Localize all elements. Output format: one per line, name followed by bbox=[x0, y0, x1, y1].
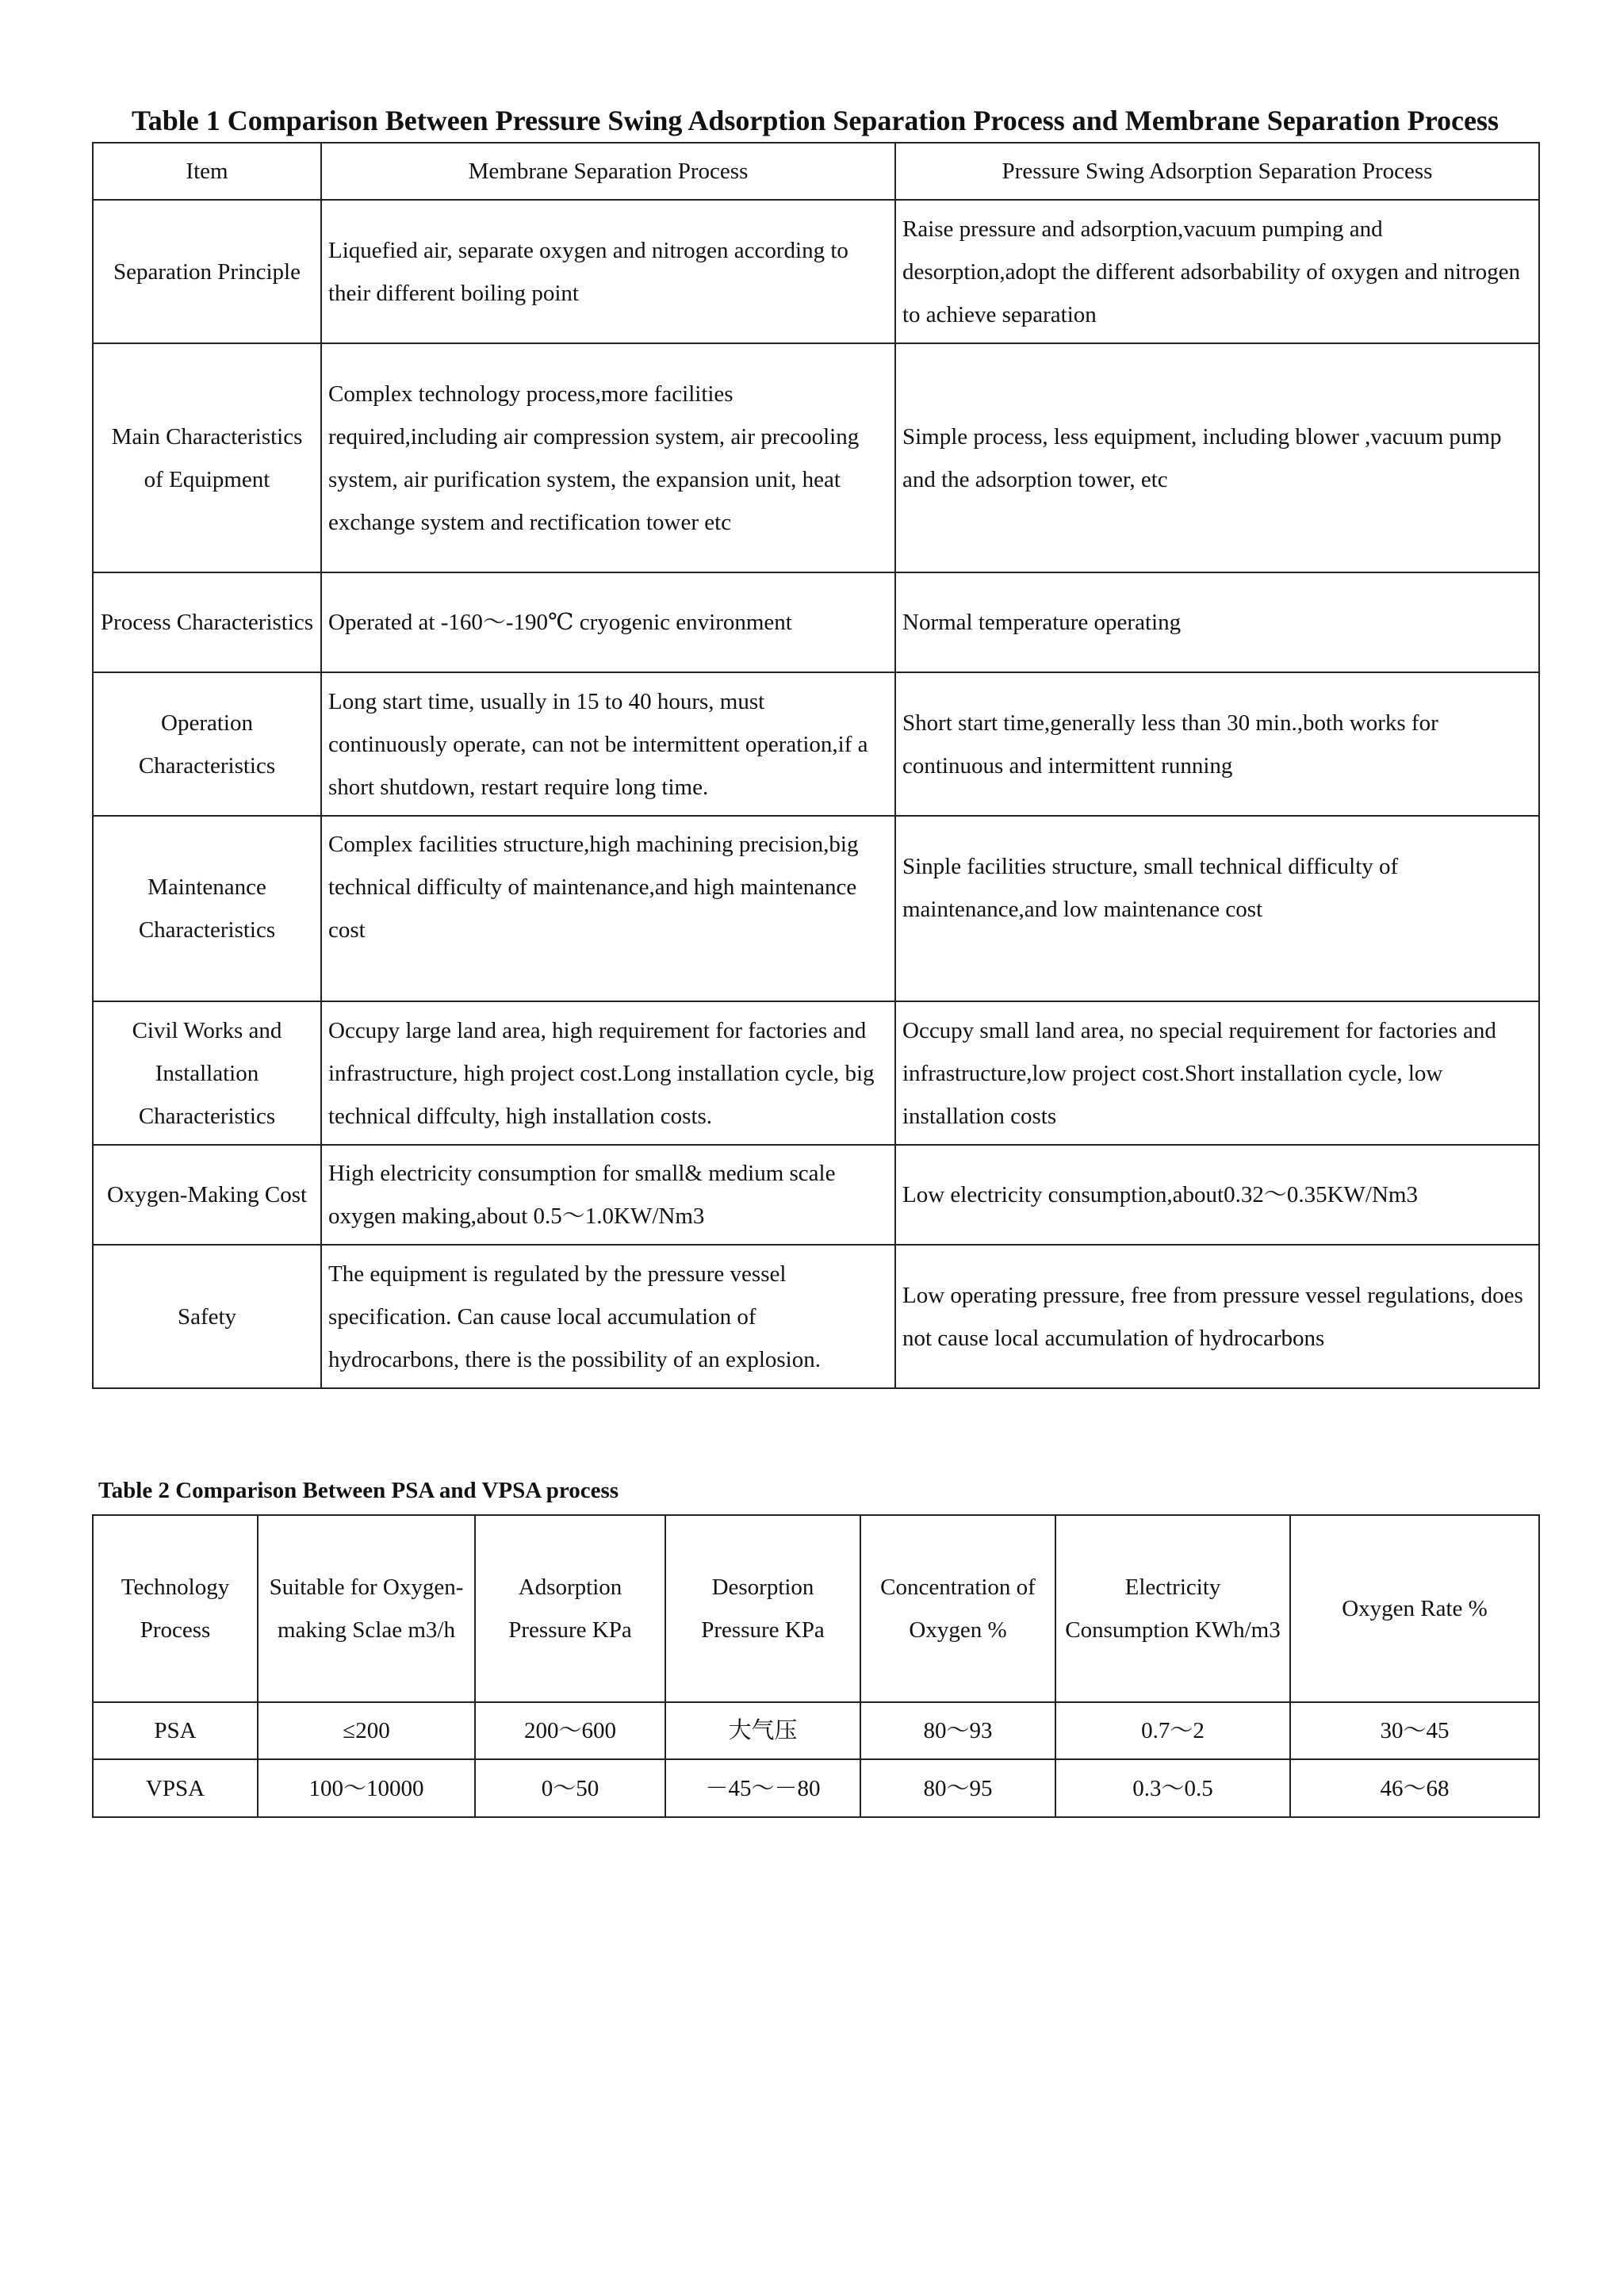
table-row bbox=[93, 1759, 1539, 1817]
header-adsorption-pressure: Adsorption Pressure KPa bbox=[475, 1515, 665, 1702]
row-item-label: Oxygen-Making Cost bbox=[93, 1145, 321, 1245]
row-item-label: Main Characteristics of Equipment bbox=[93, 343, 321, 572]
psa-cell: Low electricity consumption,about0.32～0.35KW/Nm3 bbox=[895, 1145, 1539, 1245]
table-cell: ≤200 bbox=[258, 1702, 475, 1759]
table-row bbox=[93, 200, 1539, 343]
table-row bbox=[93, 343, 1539, 572]
table-row bbox=[93, 1145, 1539, 1245]
table-cell: 46～68 bbox=[1290, 1759, 1539, 1817]
header-psa: Pressure Swing Adsorption Separation Process bbox=[895, 143, 1539, 200]
table-cell: 大气压 bbox=[665, 1702, 860, 1759]
header-membrane: Membrane Separation Process bbox=[321, 143, 895, 200]
membrane-cell: Complex facilities structure,high machining precision,big technical difficulty of maintenance,and high maintenance cost bbox=[321, 816, 895, 1001]
table-cell: 80～95 bbox=[860, 1759, 1055, 1817]
header-oxygen-rate: Oxygen Rate % bbox=[1290, 1515, 1539, 1702]
table2-title: Table 2 Comparison Between PSA and VPSA process bbox=[98, 1478, 619, 1503]
table-row bbox=[93, 572, 1539, 672]
membrane-cell: Complex technology process,more facilities required,including air compression system, air precooling system, air purification system, the expansion unit, heat exchange system and rectification tower etc bbox=[321, 343, 895, 572]
table-cell: 200～600 bbox=[475, 1702, 665, 1759]
header-oxygen-concentration: Concentration of Oxygen % bbox=[860, 1515, 1055, 1702]
table-row bbox=[93, 1702, 1539, 1759]
membrane-cell: Operated at -160～-190℃ cryogenic environment bbox=[321, 572, 895, 672]
row-item-label: Process Characteristics bbox=[93, 572, 321, 672]
row-item-label: Operation Characteristics bbox=[93, 672, 321, 816]
membrane-cell: The equipment is regulated by the pressure vessel specification. Can cause local accumulation of hydrocarbons, there is the possibility of an explosion. bbox=[321, 1245, 895, 1388]
membrane-cell: Liquefied air, separate oxygen and nitrogen according to their different boiling point bbox=[321, 200, 895, 343]
comparison-table-2 bbox=[92, 1514, 1540, 1818]
table-cell: 0～50 bbox=[475, 1759, 665, 1817]
row-item-label: Separation Principle bbox=[93, 200, 321, 343]
psa-cell: Sinple facilities structure, small technical difficulty of maintenance,and low maintenance cost bbox=[895, 816, 1539, 1001]
psa-cell: Simple process, less equipment, including blower ,vacuum pump and the adsorption tower, etc bbox=[895, 343, 1539, 572]
header-electricity-consumption: Electricity Consumption KWh/m3 bbox=[1055, 1515, 1290, 1702]
table-row bbox=[93, 816, 1539, 1001]
header-item: Item bbox=[93, 143, 321, 200]
membrane-cell: Long start time, usually in 15 to 40 hours, must continuously operate, can not be intermittent operation,if a short shutdown, restart require long time. bbox=[321, 672, 895, 816]
table2-header-row bbox=[93, 1515, 1539, 1702]
row-item-label: Maintenance Characteristics bbox=[93, 816, 321, 1001]
psa-cell: Low operating pressure, free from pressure vessel regulations, does not cause local accumulation of hydrocarbons bbox=[895, 1245, 1539, 1388]
table-cell: －45～－80 bbox=[665, 1759, 860, 1817]
header-oxygen-making-scale: Suitable for Oxygen-making Sclae m3/h bbox=[258, 1515, 475, 1702]
psa-cell: Short start time,generally less than 30 min.,both works for continuous and intermittent running bbox=[895, 672, 1539, 816]
table-row bbox=[93, 1001, 1539, 1145]
table-cell: VPSA bbox=[93, 1759, 258, 1817]
table-row bbox=[93, 672, 1539, 816]
table-row bbox=[93, 1245, 1539, 1388]
psa-cell: Occupy small land area, no special requirement for factories and infrastructure,low project cost.Short installation cycle, low installation costs bbox=[895, 1001, 1539, 1145]
table-cell: 0.7～2 bbox=[1055, 1702, 1290, 1759]
table1-title: Table 1 Comparison Between Pressure Swing Adsorption Separation Process and Membrane Separation Process bbox=[131, 105, 1500, 136]
row-item-label: Safety bbox=[93, 1245, 321, 1388]
row-item-label: Civil Works and Installation Characteristics bbox=[93, 1001, 321, 1145]
table1-header-row bbox=[93, 143, 1539, 200]
header-technology-process: Technology Process bbox=[93, 1515, 258, 1702]
table-cell: 0.3～0.5 bbox=[1055, 1759, 1290, 1817]
membrane-cell: High electricity consumption for small& medium scale oxygen making,about 0.5～1.0KW/Nm3 bbox=[321, 1145, 895, 1245]
table-cell: 30～45 bbox=[1290, 1702, 1539, 1759]
table-cell: 80～93 bbox=[860, 1702, 1055, 1759]
membrane-cell: Occupy large land area, high requirement for factories and infrastructure, high project cost.Long installation cycle, big technical diffculty, high installation costs. bbox=[321, 1001, 895, 1145]
table-cell: PSA bbox=[93, 1702, 258, 1759]
psa-cell: Normal temperature operating bbox=[895, 572, 1539, 672]
header-desorption-pressure: Desorption Pressure KPa bbox=[665, 1515, 860, 1702]
psa-cell: Raise pressure and adsorption,vacuum pumping and desorption,adopt the different adsorbability of oxygen and nitrogen to achieve separation bbox=[895, 200, 1539, 343]
comparison-table-1 bbox=[92, 142, 1540, 1389]
table-cell: 100～10000 bbox=[258, 1759, 475, 1817]
